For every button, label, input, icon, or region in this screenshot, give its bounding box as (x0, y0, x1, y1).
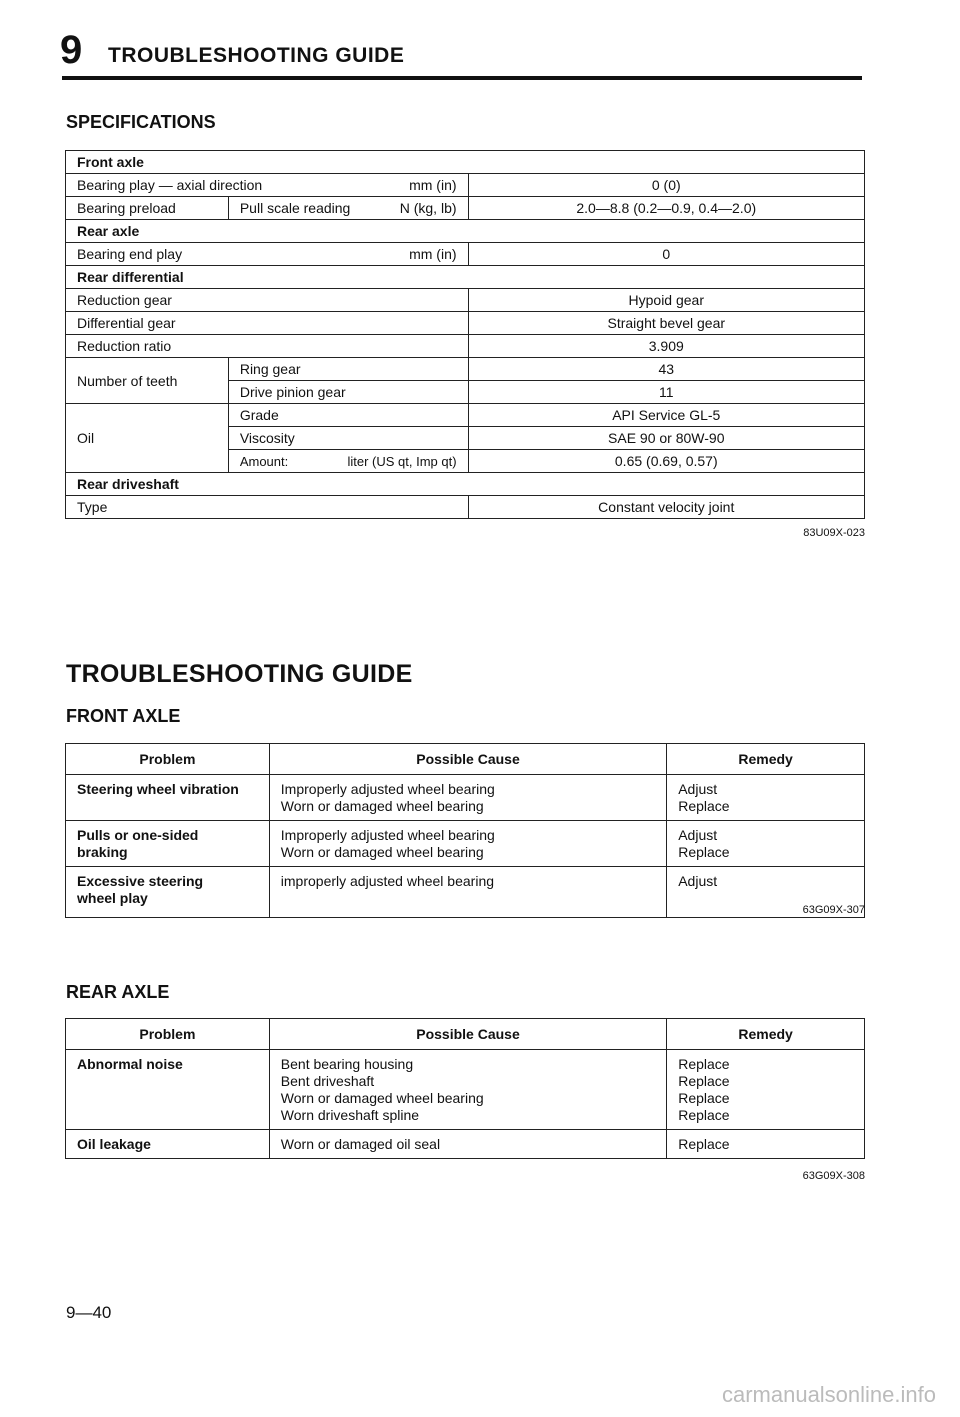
rear-axle-heading: REAR AXLE (66, 982, 170, 1002)
spec-section-rear-differential (66, 266, 865, 289)
spec-value: 43 (468, 358, 864, 381)
cause-cell: improperly adjusted wheel bearing (269, 867, 666, 918)
spec-section-rear-driveshaft (66, 473, 865, 496)
spec-value: 0 (0) (468, 174, 864, 197)
spec-label: Reduction ratio (66, 335, 469, 358)
spec-figure-code: 83U09X-023 (803, 527, 865, 539)
spec-value: API Service GL-5 (468, 404, 864, 427)
specifications-table (65, 150, 865, 519)
table-row (66, 1050, 865, 1130)
spec-label: Number of teeth (66, 358, 229, 404)
cause-cell: Worn or damaged oil seal (269, 1130, 666, 1159)
table-header-row (66, 744, 865, 775)
spec-value: 0 (468, 243, 864, 266)
watermark: carmanualsonline.info (721, 1382, 936, 1407)
section-label: Rear driveshaft (66, 473, 865, 496)
problem-cell: Abnormal noise (66, 1050, 270, 1130)
spec-row-ring-gear (66, 358, 865, 381)
table-row (66, 775, 865, 821)
remedy-cell: Adjust Replace (667, 775, 865, 821)
spec-sublabel: Drive pinion gear (228, 381, 468, 404)
specifications-heading: SPECIFICATIONS (66, 112, 216, 132)
spec-label: Oil (66, 404, 229, 473)
column-header-cause: Possible Cause (269, 1019, 666, 1050)
table-row (66, 867, 865, 918)
spec-row-oil-grade (66, 404, 865, 427)
front-axle-heading: FRONT AXLE (66, 706, 181, 726)
chapter-number: 9 (60, 28, 83, 72)
header-rule (62, 76, 862, 80)
table-row (66, 1130, 865, 1159)
spec-label: Differential gear (66, 312, 469, 335)
spec-row-bearing-preload (66, 197, 865, 220)
spec-value: 11 (468, 381, 864, 404)
column-header-problem: Problem (66, 1019, 270, 1050)
spec-unit: N (kg, lb) (399, 200, 457, 216)
spec-row-reduction-ratio (66, 335, 865, 358)
spec-row-reduction-gear (66, 289, 865, 312)
column-header-cause: Possible Cause (269, 744, 666, 775)
cause-cell: Improperly adjusted wheel bearing Worn or damaged wheel bearing (269, 775, 666, 821)
spec-sublabel: Pull scale reading N (kg, lb) (228, 197, 468, 220)
section-label: Rear differential (66, 266, 865, 289)
page-number: 9—40 (66, 1303, 112, 1322)
spec-row-end-play (66, 243, 865, 266)
spec-label: Bearing end play mm (in) (66, 243, 469, 266)
spec-sublabel: Grade (228, 404, 468, 427)
spec-row-bearing-play (66, 174, 865, 197)
spec-label: Bearing preload (66, 197, 229, 220)
spec-sublabel: Amount: liter (US qt, Imp qt) (228, 450, 468, 473)
table-header-row (66, 1019, 865, 1050)
remedy-cell: Replace Replace Replace Replace (667, 1050, 865, 1130)
problem-cell: Pulls or one-sided braking (66, 821, 270, 867)
spec-value: 2.0—8.8 (0.2—0.9, 0.4—2.0) (468, 197, 864, 220)
spec-value: 0.65 (0.69, 0.57) (468, 450, 864, 473)
cause-cell: Bent bearing housing Bent driveshaft Worn or damaged wheel bearing Worn driveshaft spline (269, 1050, 666, 1130)
front-axle-table (65, 743, 865, 918)
remedy-cell: Adjust (667, 867, 865, 918)
remedy-cell: Adjust Replace (667, 821, 865, 867)
problem-cell: Oil leakage (66, 1130, 270, 1159)
spec-value: SAE 90 or 80W-90 (468, 427, 864, 450)
column-header-remedy: Remedy (667, 1019, 865, 1050)
spec-value: 3.909 (468, 335, 864, 358)
spec-value: Constant velocity joint (468, 496, 864, 519)
spec-unit: liter (US qt, Imp qt) (347, 453, 457, 469)
spec-section-front-axle (66, 151, 865, 174)
spec-row-type (66, 496, 865, 519)
section-label: Rear axle (66, 220, 865, 243)
cause-cell: Improperly adjusted wheel bearing Worn or damaged wheel bearing (269, 821, 666, 867)
rear-axle-figure-code: 63G09X-308 (802, 1170, 865, 1182)
guide-heading: TROUBLESHOOTING GUIDE (66, 660, 413, 688)
spec-label: Type (66, 496, 469, 519)
column-header-problem: Problem (66, 744, 270, 775)
chapter-title: TROUBLESHOOTING GUIDE (108, 44, 405, 67)
spec-value: Hypoid gear (468, 289, 864, 312)
front-axle-figure-code: 63G09X-307 (802, 904, 865, 916)
spec-value: Straight bevel gear (468, 312, 864, 335)
problem-cell: Excessive steering wheel play (66, 867, 270, 918)
column-header-remedy: Remedy (667, 744, 865, 775)
spec-unit: mm (in) (409, 177, 457, 193)
spec-unit: mm (in) (409, 246, 457, 262)
spec-sublabel: Ring gear (228, 358, 468, 381)
section-label: Front axle (66, 151, 865, 174)
spec-row-differential-gear (66, 312, 865, 335)
rear-axle-table (65, 1018, 865, 1159)
table-row (66, 821, 865, 867)
spec-sublabel: Viscosity (228, 427, 468, 450)
spec-label: Bearing play — axial direction mm (in) (66, 174, 469, 197)
spec-section-rear-axle (66, 220, 865, 243)
remedy-cell: Replace (667, 1130, 865, 1159)
spec-label: Reduction gear (66, 289, 469, 312)
problem-cell: Steering wheel vibration (66, 775, 270, 821)
